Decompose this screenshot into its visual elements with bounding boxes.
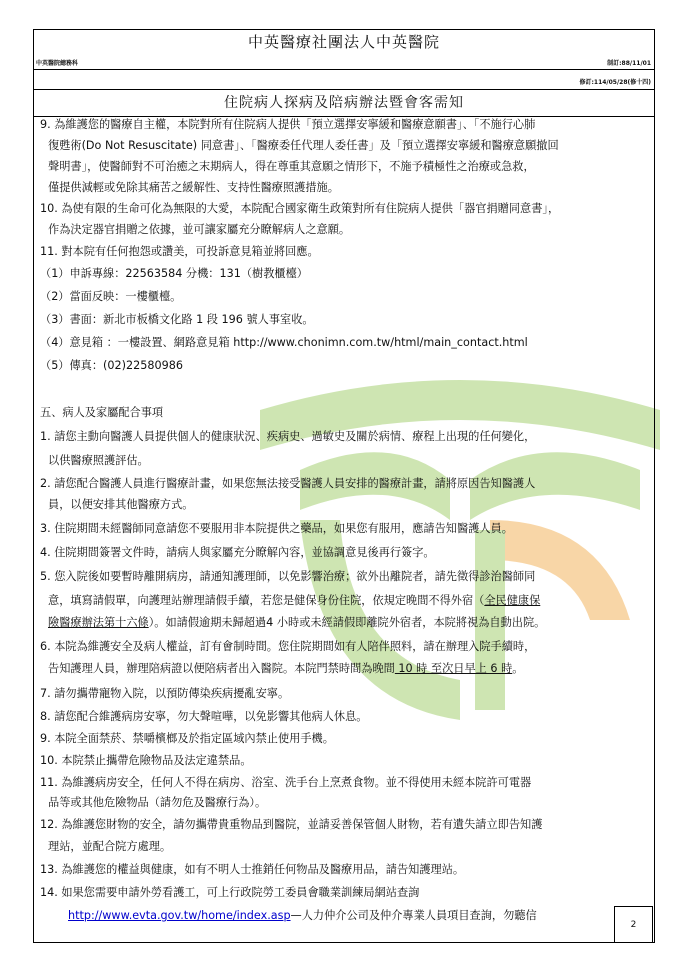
item-1-line-2: 以供醫療照護評估。 — [48, 454, 149, 467]
complaint-written: （3）書面：新北市板橋文化路 1 段 196 號人事室收。 — [40, 313, 314, 326]
item-5-line-1: 5. 您入院後如要暫時離開病房，請通知護理師，以免影響治療；欲外出離院者，請先徵得診治醫師同 — [40, 570, 536, 583]
item-6-line-2-text: 告知護理人員，辦理陪病證以便陪病者出入醫院。本院門禁時間為晚間 — [48, 662, 395, 675]
title-divider — [33, 116, 655, 117]
header-divider — [33, 69, 655, 70]
item-14-line-2-text: —人力仲介公司及仲介專業人員項目查詢，勿聽信 — [290, 909, 537, 922]
header-divider — [33, 89, 655, 90]
item-13-line: 13. 為維護您的權益與健康，如有不明人士推銷任何物品及醫療用品，請告知護理站。 — [40, 863, 465, 876]
item-4-line: 4. 住院期間簽署文件時，請病人與家屬充分瞭解內容，並協調意見後再行簽字。 — [40, 546, 435, 559]
item-10-line-1: 10. 為使有限的生命可化為無限的大愛，本院配合國家衛生政策對所有住院病人提供「器官捐贈同意書」， — [40, 202, 560, 215]
complaint-in-person: （2）當面反映：一樓櫃檯。 — [40, 290, 182, 303]
item-7-line: 7. 請勿攜帶寵物入院，以預防傳染疾病擾亂安寧。 — [40, 687, 290, 700]
hospital-name: 中英醫療社團法人中英醫院 — [247, 33, 440, 51]
item-14-line-1: 14. 如果您需要申請外勞看護工，可上行政院勞工委員會職業訓練局網站查詢 — [40, 886, 420, 899]
complaint-fax: （5）傳真：(02)22580986 — [40, 359, 183, 372]
item-5-line-2-text: 意，填寫請假單，向護理站辦理請假手續，若您是健保身份住院，依規定晚間不得外宿（ — [48, 594, 485, 607]
item-9-line-3: 聲明書」，使醫師對不可治癒之末期病人，得在尊重其意願之情形下，不施予積極性之治療或急救， — [48, 160, 535, 173]
section-5-heading: 五、病人及家屬配合事項 — [40, 406, 164, 419]
nhi-regulation-reference: 全民健康保 — [484, 594, 541, 607]
item-5-line-2 — [48, 594, 540, 608]
date-created: 制訂:88/11/01 — [607, 60, 651, 67]
item-6-line-1: 6. 本院為維護安全及病人權益，訂有會制時間。您住院期間如有人陪伴照料，請在辦理入院手續時， — [40, 640, 536, 653]
item-12-line-2: 理站，並配合院方處理。 — [48, 840, 172, 853]
page-number: 2 — [614, 906, 653, 943]
complaint-hotline: （1）申訴專線：22563584 分機：131（樹教櫃檯） — [40, 267, 308, 280]
item-12-line-1: 12. 為維護您財物的安全，請勿攜帶貴重物品到醫院，並請妥善保管個人財物，若有遺失請立即告知護 — [40, 818, 543, 831]
department-label: 中英醫院總務科 — [36, 60, 79, 67]
item-11-line: 11. 對本院有任何抱怨或讚美，可投訴意見箱並將回應。 — [40, 245, 319, 258]
item-11b-line-2: 品等或其他危險物品（請勿危及醫療行為）。 — [48, 796, 267, 809]
item-2-line-2: 員，以便安排其他醫療方式。 — [48, 498, 194, 511]
item-3-line: 3. 住院期間未經醫師同意請您不要服用非本院提供之藥品，如果您有服用，應請告知醫護人員。 — [40, 522, 513, 535]
item-5-line-3-text: ）。如請假逾期未歸超過4 小時或未經請假即離院外宿者，本院將視為自動出院。 — [148, 616, 546, 629]
date-revised: 修訂:114/05/28(修十四) — [579, 79, 651, 86]
item-9b-line: 9. 本院全面禁菸、禁嚼檳榔及於指定區域內禁止使用手機。 — [40, 732, 334, 745]
item-9-line-4: 僅提供減輕或免除其痛苦之緩解性、支持性醫療照護措施。 — [48, 181, 339, 194]
item-11b-line-1: 11. 為維護病房安全，任何人不得在病房、浴室、洗手台上烹煮食物。並不得使用未經本院許可電器 — [40, 776, 532, 789]
item-10-line-2: 作為決定器官捐贈之依據，並可讓家屬充分瞭解病人之意願。 — [48, 223, 351, 236]
item-9-line-2: 復甦術(Do Not Resuscitate) 同意書」、「醫療委任代理人委任書」及「預立選擇安寧緩和醫療意願撤回 — [48, 139, 559, 152]
item-9-line-1: 9. 為維護您的醫療自主權，本院對所有住院病人提供「預立選擇安寧緩和醫療意願書」、「不施行心肺 — [40, 118, 536, 131]
document-title: 住院病人探病及陪病辦法暨會客需知 — [224, 95, 464, 111]
item-6-line-2-end: 。 — [512, 662, 524, 675]
access-control-hours: 10 時 至次日早上 6 時 — [394, 662, 513, 675]
nhi-regulation-reference-cont: 險醫療辦法第十六條 — [48, 616, 149, 629]
item-6-line-2 — [48, 662, 523, 676]
item-14-line-2 — [68, 909, 537, 923]
item-1-line-1: 1. 請您主動向醫護人員提供個人的健康狀況、疾病史、過敏史及關於病情、療程上出現的任何變化， — [40, 430, 536, 443]
item-10b-line: 10. 本院禁止攜帶危險物品及法定違禁品。 — [40, 754, 252, 767]
item-2-line-1: 2. 請您配合醫護人員進行醫療計畫，如果您無法接受醫護人員安排的醫療計畫，請將原因告知醫護人 — [40, 477, 536, 490]
evta-website-link[interactable]: http://www.evta.gov.tw/home/index.asp — [68, 909, 291, 922]
complaint-suggestion-box: （4）意見箱 ：一樓設置、網路意見箱 http://www.chonimn.com.tw/html/main_contact.html — [40, 336, 528, 349]
item-5-line-3 — [48, 616, 545, 630]
item-8-line: 8. 請您配合維護病房安寧，勿大聲喧嘩，以免影響其他病人休息。 — [40, 710, 368, 723]
